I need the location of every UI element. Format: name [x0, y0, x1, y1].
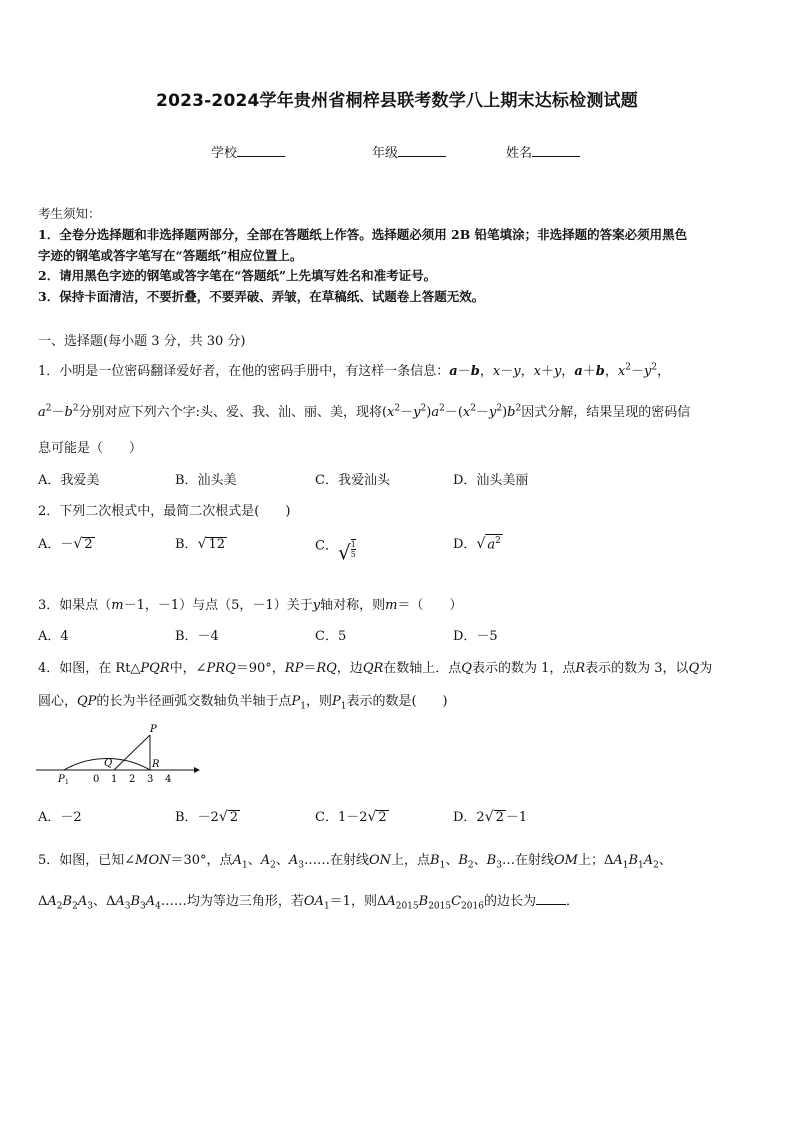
q3-stem: 3．如果点（m－1，－1）与点（5，－1）关于y轴对称，则m＝（ ） [38, 598, 463, 613]
label-p: P [150, 724, 157, 735]
tick-1: 1 [111, 774, 118, 785]
q1-line3: 息可能是（ ） [38, 441, 143, 456]
school-label: 学校 [211, 146, 238, 161]
label-p1: P [58, 774, 65, 785]
school-field [211, 142, 285, 161]
tick-4: 4 [165, 774, 172, 785]
notice-line1b: 字迹的钢笔或答字笔写在“答题纸”相应位置上。 [38, 248, 303, 263]
q1-option-d[interactable]: D．汕头美丽 [453, 473, 529, 488]
page-title: 2023-2024学年贵州省桐梓县联考数学八上期末达标检测试题 [156, 91, 638, 111]
q3-option-c[interactable]: C．5 [315, 629, 347, 644]
label-q: Q [104, 758, 113, 769]
q4-option-a[interactable]: A．－2 [38, 810, 82, 825]
q3-option-b[interactable]: B．－4 [175, 629, 219, 644]
q1-line2: $a^2-b^2$分别对应下列六个字:头、爱、我、汕、丽、美，现将$(x^2-y^2)a^2-(x^2-y^2)b^2$因式分解，结果呈现的密码信 [38, 403, 691, 420]
q3-option-a[interactable]: A．4 [38, 629, 69, 644]
q2-option-d[interactable]: D．√ $a^2$ [453, 535, 501, 552]
section-heading: 一、选择题(每小题 3 分，共 30 分) [38, 334, 246, 349]
segment-qp [114, 735, 150, 770]
q4-option-b[interactable]: B．－2√ 2 [175, 809, 239, 825]
q3-option-d[interactable]: D．－5 [453, 629, 498, 644]
name-blank[interactable] [532, 144, 580, 157]
q4-option-c[interactable]: C．1－2√ 2 [315, 809, 387, 825]
q2-option-c[interactable]: C．√ $\frac{1}{5}$ [315, 538, 356, 565]
q2-stem: 2．下列二次根式中，最简二次根式是( ) [38, 504, 291, 519]
tick-3: 3 [147, 774, 154, 785]
grade-label: 年级 [372, 146, 399, 161]
notice-line3: 3．保持卡面清洁，不要折叠，不要弄破、弄皱，在草稿纸、试题卷上答题无效。 [38, 289, 485, 304]
q4-line1: 4．如图，在 Rt△PQR中，∠PRQ＝90°，RP＝RQ，边QR在数轴上．点Q表示的数为 1，点R表示的数为 3，以Q为 [38, 661, 713, 676]
q4-option-d[interactable]: D．2√ 2 －1 [453, 809, 528, 825]
q5-answer-blank[interactable] [536, 892, 566, 905]
name-field [506, 142, 580, 161]
q1-option-a[interactable]: A．我爱美 [38, 473, 100, 488]
q5-line2: $\Delta A_2B_2A_3$、$\Delta A_3B_3A_4\dots\dots$均为等边三角形，若$OA_1=1$，则$\Delta A_{2015}B_{2015}C_{2016}$的边长为 ． [38, 894, 579, 912]
notice-line2: 2．请用黑色字迹的钢笔或答字笔在“答题纸”上先填写姓名和准考证号。 [38, 268, 437, 283]
name-label: 姓名 [506, 146, 533, 161]
notice-heading: 考生须知： [38, 206, 101, 221]
q5-line1: 5．如图，已知∠MON＝30°，点$A_1$、$A_2$、$A_3\dots\dots$在射线ON上，点$B_1$、$B_2$、$B_3\dots$在射线OM上；$\Delta A_1B_1A_2$、 [38, 853, 672, 871]
q2-option-b[interactable]: B．√ 12 [175, 536, 226, 552]
q1-option-b[interactable]: B．汕头美 [175, 473, 237, 488]
label-r: R [152, 759, 160, 770]
tick-2: 2 [129, 774, 136, 785]
label-p1-sub: 1 [65, 779, 69, 786]
tick-0: 0 [93, 774, 100, 785]
q1-line1: 1．小明是一位密码翻译爱好者，在他的密码手册中，有这样一条信息：a－b，x－y，x＋y，a＋b，$x^2-y^2$， [38, 362, 671, 379]
grade-blank[interactable] [398, 144, 446, 157]
axis-arrow [194, 767, 200, 773]
grade-field [372, 142, 446, 161]
q4-figure [36, 718, 206, 788]
school-blank[interactable] [237, 144, 285, 157]
notice-line1a: 1．全卷分选择题和非选择题两部分，全部在答题纸上作答。选择题必须用 2B 铅笔填涂；非选择题的答案必须用黑色 [38, 227, 688, 242]
q4-line2: 圆心，QP的长为半径画弧交数轴负半轴于点$P_1$，则$P_1$表示的数是( ) [38, 694, 448, 712]
q2-option-a[interactable]: A．－√ 2 [38, 536, 93, 552]
q1-option-c[interactable]: C．我爱汕头 [315, 473, 390, 488]
